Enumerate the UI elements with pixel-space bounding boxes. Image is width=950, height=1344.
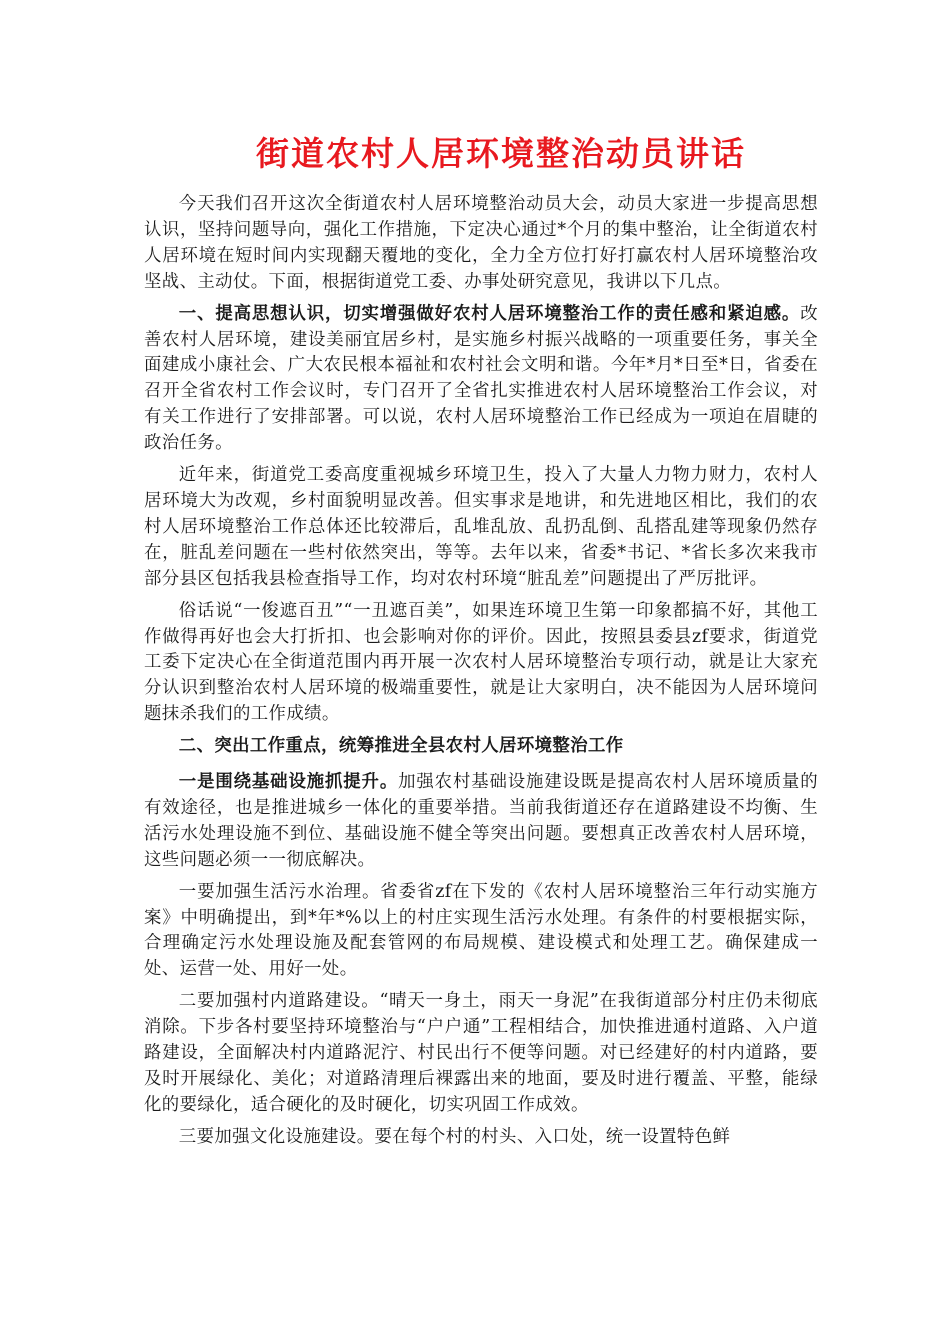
- paragraph-text: 三要加强文化设施建设。要在每个村的村头、入口处，统一设置特色鲜: [178, 1126, 731, 1147]
- section-two-heading: 二、突出工作重点，统筹推进全县农村人居环境整治工作: [178, 736, 624, 757]
- paragraph-infrastructure: [144, 770, 818, 874]
- paragraph-text: 二要加强村内道路建设。“晴天一身土，雨天一身泥”在我街道部分村庄仍未彻底消除。下步各村要坚持环境整治与“户户通”工程相结合，加快推进通村道路、入户道路建设，全面解决村内道路泥泞、村民出行不便等问题。对已经建好的村内道路，要及时开展绿化、美化；对道路清理后裸露出来的地面，要及时进行覆盖、平整，能绿化的要绿化，适合硬化的及时硬化，切实巩固工作成效。: [144, 991, 818, 1115]
- infrastructure-lead: 一是围绕基础设施抓提升。: [178, 772, 399, 793]
- paragraph-text: 一要加强生活污水治理。省委省zf在下发的《农村人居环境整治三年行动实施方案》中明确提出，到*年*%以上的村庄实现生活污水处理。有条件的村要根据实际，合理确定污水处理设施及配套管网的布局规模、建设模式和处理工艺。确保建成一处、运营一处、用好一处。: [144, 881, 818, 980]
- paragraph-text: 加强农村基础设施建设既是提高农村人居环境质量的有效途径，也是推进城乡一体化的重要举措。当前我街道还存在道路建设不均衡、生活污水处理设施不到位、基础设施不健全等突出问题。要想真正改善农村人居环境，这些问题必须一一彻底解决。: [144, 772, 818, 870]
- paragraph-recent-years: [144, 463, 818, 593]
- paragraph-text: 俗话说“一俊遮百丑”“一丑遮百美”，如果连环境卫生第一印象都搞不好，其他工作做得再好也会大打折扣、也会影响对你的评价。因此，按照县委县zf要求，街道党工委下定决心在全街道范围内再开展一次农村人居环境整治专项行动，就是让大家充分认识到整治农村人居环境的极端重要性，就是让大家明白，决不能因为人居环境问题抹杀我们的工作成绩。: [144, 600, 818, 725]
- document-title: 街道农村人居环境整治动员讲话: [256, 134, 746, 173]
- paragraph-section-one: [144, 302, 818, 457]
- document-page: [144, 132, 818, 1157]
- section-one-heading: 一、提高思想认识，切实增强做好农村人居环境整治工作的责任感和紧迫感。: [178, 303, 801, 324]
- paragraph-culture: [144, 1125, 818, 1151]
- paragraph-text: 今天我们召开这次全街道农村人居环境整治动员大会，动员大家进一步提高思想认识，坚持问题导向，强化工作措施，下定决心通过*个月的集中整治，让全街道农村人居环境在短时间内实现翻天覆地的变化，全力全方位打好打赢农村人居环境整治攻坚战、主动仗。下面，根据街道党工委、办事处研究意见，我讲以下几点。: [144, 194, 818, 292]
- paragraph-text: 改善农村人居环境，建设美丽宜居乡村，是实施乡村振兴战略的一项重要任务，事关全面建成小康社会、广大农民根本福祉和农村社会文明和谐。今年*月*日至*日，省委在召开全省农村工作会议时，专门召开了全省扎实推进农村人居环境整治工作会议，对有关工作进行了安排部署。可以说，农村人居环境整治工作已经成为一项迫在眉睫的政治任务。: [144, 303, 818, 454]
- paragraph-intro: [144, 192, 818, 296]
- paragraph-proverb: [144, 599, 818, 729]
- paragraph-sewage: [144, 880, 818, 984]
- paragraph-roads: [144, 989, 818, 1119]
- paragraph-text: 近年来，街道党工委高度重视城乡环境卫生，投入了大量人力物力财力，农村人居环境大为改观，乡村面貌明显改善。但实事求是地讲，和先进地区相比，我们的农村人居环境整治工作总体还比较滞后，乱堆乱放、乱扔乱倒、乱搭乱建等现象仍然存在，脏乱差问题在一些村依然突出，等等。去年以来，省委*书记、*省长多次来我市部分县区包括我县检查指导工作，均对农村环境“脏乱差”问题提出了严厉批评。: [144, 465, 818, 589]
